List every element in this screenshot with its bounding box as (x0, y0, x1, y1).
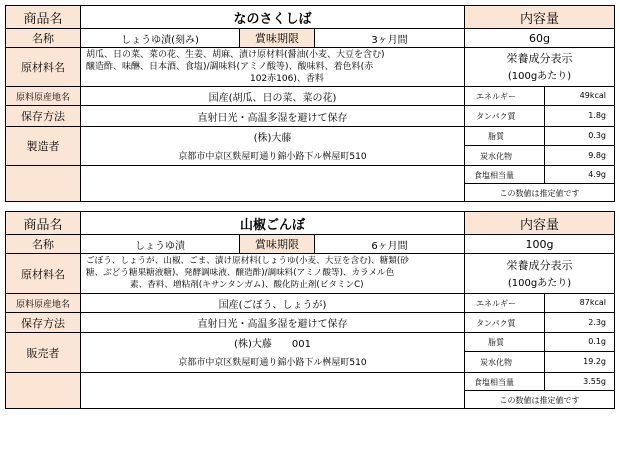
storage-label: 保存方法 (5, 105, 81, 127)
product-label: 商品名 (5, 5, 81, 29)
nutrient-value: 9.8g (588, 151, 606, 160)
nutrient-name: エネルギー (476, 299, 516, 308)
nutrition-subtitle: (100gあたり) (507, 278, 572, 289)
expiry-label: 賞味期限 (239, 28, 315, 48)
contents-label: 内容量 (464, 211, 615, 235)
ingredients-line-2: 醸造酢、味醂、日本酒、食塩)/調味料(アミノ酸等)、酸味料、着色料(赤 (86, 62, 374, 72)
nutrient-value: 2.3g (588, 318, 606, 327)
ingredients-label: 原材料名 (5, 253, 81, 294)
contents-value: 100g (464, 234, 615, 254)
name-label: 名称 (5, 234, 81, 254)
expiry-label: 賞味期限 (239, 234, 315, 254)
nutrition-subtitle: (100gあたり) (507, 71, 572, 82)
ingredients-line-2: 糖、ぶどう糖果糖液糖)、発酵調味液、醸造酢)/調味料(アミノ酸等)、カラメル色 (86, 268, 395, 278)
nutrition-note: この数値は推定値です (499, 396, 580, 405)
company-address: 京都市中京区麩屋町通り錦小路下ル桝屋町510 (178, 358, 367, 368)
origin-label: 原料原産地名 (5, 293, 81, 313)
nutrient-name: タンパク質 (476, 112, 516, 121)
nutrient-name: 炭水化物 (480, 358, 512, 367)
storage-label: 保存方法 (5, 312, 81, 333)
contents-value: 60g (464, 28, 615, 48)
product-name: なのさくしば (80, 5, 465, 29)
expiry-value: 3ヶ月間 (314, 28, 465, 48)
nut-divider (464, 293, 615, 294)
nut-divider (464, 390, 615, 391)
nutrient-name: 脂質 (488, 338, 504, 347)
origin-value: 国産(ごぼう、しょうが) (80, 293, 465, 313)
ingredients-line-1: 胡瓜、日の菜、菜の花、生姜、胡麻、漬け原材料(醤油(小麦、大豆を含む) (86, 50, 385, 60)
nutrient-value: 19.2g (583, 357, 606, 366)
company-name: (株)大藤 (253, 133, 292, 144)
nutrient-name: 食塩相当量 (474, 378, 514, 387)
nutrient-value: 1.8g (588, 111, 606, 120)
nutrient-name: タンパク質 (476, 319, 516, 328)
nutrition-note: この数値は推定値です (499, 189, 580, 198)
nut-divider (464, 351, 615, 352)
ingredients-line-3: 素、香料、増粘剤(キサンタンガム)、酸化防止剤(ビタミンC) (130, 280, 364, 290)
storage-value: 直射日光・高温多湿を避けて保存 (80, 312, 465, 333)
product-name: 山椒ごんぼ (80, 211, 465, 235)
nutrient-name: 食塩相当量 (474, 171, 514, 180)
nutrient-value: 0.3g (588, 131, 606, 140)
nutrient-value: 87kcal (579, 298, 606, 307)
name-label: 名称 (5, 28, 81, 48)
nutrient-name: 脂質 (488, 132, 504, 141)
nutrition-title: 栄養成分表示 (506, 52, 573, 65)
nut-divider (464, 332, 615, 333)
category-value: しょうゆ漬 (80, 234, 240, 254)
nut-divider (464, 372, 615, 373)
empty-label (5, 372, 81, 409)
category-value: しょうゆ漬(刻み) (80, 28, 240, 48)
nut-column-divider (544, 293, 545, 390)
nutrient-value: 4.9g (588, 170, 606, 179)
origin-label: 原料原産地名 (5, 86, 81, 106)
contents-label: 内容量 (464, 5, 615, 29)
nut-divider (464, 312, 615, 313)
ingredients-label: 原材料名 (5, 47, 81, 87)
origin-value: 国産(胡瓜、日の菜、菜の花) (80, 86, 465, 106)
seller-label: 販売者 (5, 332, 81, 373)
company-name: (株)大藤 001 (234, 339, 311, 350)
ingredients-line-1: ごぼう、しょうが、山椒、ごま、漬け原材料(しょうゆ(小麦、大豆を含む)、糖類(砂 (86, 256, 409, 266)
expiry-value: 6ヶ月間 (314, 234, 465, 254)
maker-label: 製造者 (5, 126, 81, 166)
nutrient-value: 0.1g (588, 337, 606, 346)
nutrient-name: エネルギー (476, 92, 516, 101)
nutrient-name: 炭水化物 (480, 152, 512, 161)
empty-cell (80, 372, 465, 409)
nutrient-value: 3.55g (583, 377, 606, 386)
nutrient-value: 49kcal (579, 91, 606, 100)
storage-value: 直射日光・高温多湿を避けて保存 (80, 105, 465, 127)
ingredients-line-3: 102赤106)、香料 (250, 74, 324, 84)
company-address: 京都市中京区麩屋町通り錦小路下ル桝屋町510 (178, 152, 367, 162)
product-label: 商品名 (5, 211, 81, 235)
nutrition-title: 栄養成分表示 (506, 259, 573, 272)
